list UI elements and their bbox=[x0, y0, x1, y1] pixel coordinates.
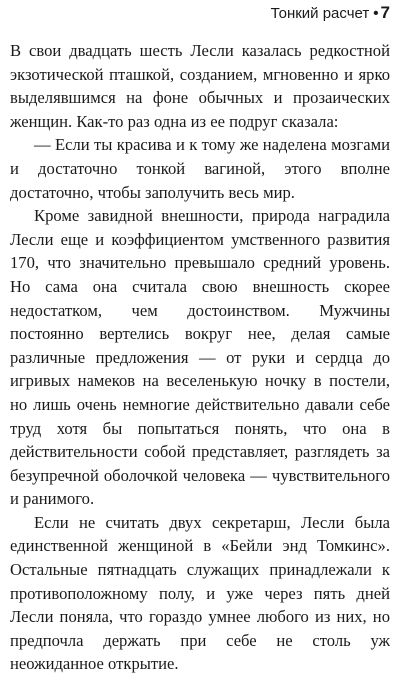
header-separator: • bbox=[373, 5, 379, 22]
paragraph-4: Если не считать двух секретарш, Лесли была единственной женщиной в «Бейли энд Томкинс». Остальные пятнадцать служащих принадлежали к противоположному полу, и уже через пять дней Лесли поняла, что гораздо умнее любого из них, но предпочла держать при себе не столь уж неожиданное открытие. bbox=[10, 512, 390, 674]
paragraph-2: — Если ты красива и к тому же наделена мозгами и достаточно тонкой вагиной, этого вполне достаточно, чтобы заполучить весь мир. bbox=[10, 135, 390, 202]
body-text bbox=[10, 39, 390, 676]
chapter-title: Тонкий расчет bbox=[270, 5, 370, 22]
paragraph-1: В свои двадцать шесть Лесли казалась редкостной экзотической пташкой, созданием, мгновенно и ярко выделявшимся на фоне обычных и прозаических женщин. Как-то раз одна из ее подруг сказала: bbox=[10, 41, 390, 131]
running-header bbox=[271, 4, 390, 23]
page-number: 7 bbox=[380, 3, 390, 22]
paragraph-3: Кроме завидной внешности, природа наградила Лесли еще и коэффициентом умственного развития 170, что значительно превышало средний уровень. Но сама она считала свою внешность скорее недостатком, чем достоинством. Мужчины постоянно вертелись вокруг нее, делая самые различные предложения — от руки и сердца до игривых намеков на веселенькую ночку в постели, но лишь очень немногие действительно давали себе труд хотя бы попытаться понять, что она в действительности собой представляет, разглядеть за безупречной оболочкой человека — чувствительного и ранимого. bbox=[10, 206, 390, 509]
